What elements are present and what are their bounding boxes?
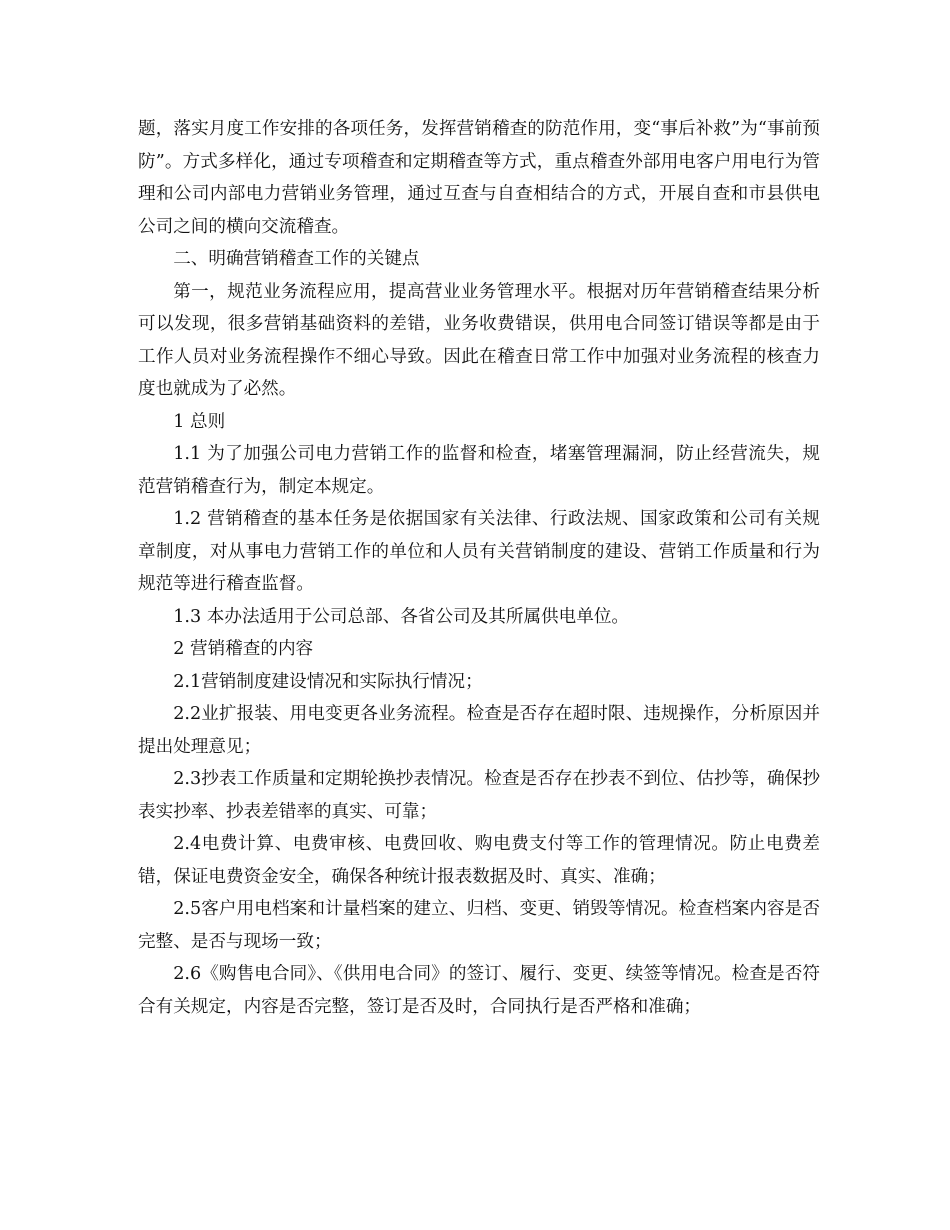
clause: 2.2业扩报装、用电变更各业务流程。检查是否存在超时限、违规操作，分析原因并提出处理意见；	[138, 704, 820, 757]
paragraph-continuation: 题，落实月度工作安排的各项任务，发挥营销稽查的防范作用，变“事后补救”为“事前预防”。方式多样化，通过专项稽查和定期稽查等方式，重点稽查外部用电客户用电行为管理和公司内部电力营销业务管理，通过互查与自查相结合的方式，开展自查和市县供电公司之间的横向交流稽查。	[138, 119, 820, 237]
clause: 1.1 为了加强公司电力营销工作的监督和检查，堵塞管理漏洞，防止经营流失，规范营销稽查行为，制定本规定。	[138, 444, 820, 497]
clause: 2.1营销制度建设情况和实际执行情况；	[173, 671, 483, 692]
chapter-heading: 2 营销稽查的内容	[173, 639, 314, 659]
clause: 2.3抄表工作质量和定期轮换抄表情况。检查是否存在抄表不到位、估抄等，确保抄表实抄率、抄表差错率的真实、可靠；	[138, 769, 820, 822]
chapter-heading: 1 总则	[173, 411, 226, 432]
section-heading: 二、明确营销稽查工作的关键点	[173, 249, 420, 269]
document-body	[138, 113, 820, 1023]
clause: 2.6《购售电合同》、《供用电合同》的签订、履行、变更、续签等情况。检查是否符合有关规定，内容是否完整，签订是否及时，合同执行是否严格和准确；	[138, 964, 820, 1017]
clause: 2.5客户用电档案和计量档案的建立、归档、变更、销毁等情况。检查档案内容是否完整、是否与现场一致；	[138, 899, 820, 952]
clause: 1.2 营销稽查的基本任务是依据国家有关法律、行政法规、国家政策和公司有关规章制度，对从事电力营销工作的单位和人员有关营销制度的建设、营销工作质量和行为规范等进行稽查监督。	[138, 509, 820, 594]
paragraph: 第一，规范业务流程应用，提高营业业务管理水平。根据对历年营销稽查结果分析可以发现，很多营销基础资料的差错，业务收费错误，供用电合同签订错误等都是由于工作人员对业务流程操作不细心导致。因此在稽查日常工作中加强对业务流程的核查力度也就成为了必然。	[138, 281, 820, 399]
clause: 1.3 本办法适用于公司总部、各省公司及其所属供电单位。	[173, 606, 630, 627]
clause: 2.4电费计算、电费审核、电费回收、购电费支付等工作的管理情况。防止电费差错，保证电费资金安全，确保各种统计报表数据及时、真实、准确；	[138, 834, 820, 887]
